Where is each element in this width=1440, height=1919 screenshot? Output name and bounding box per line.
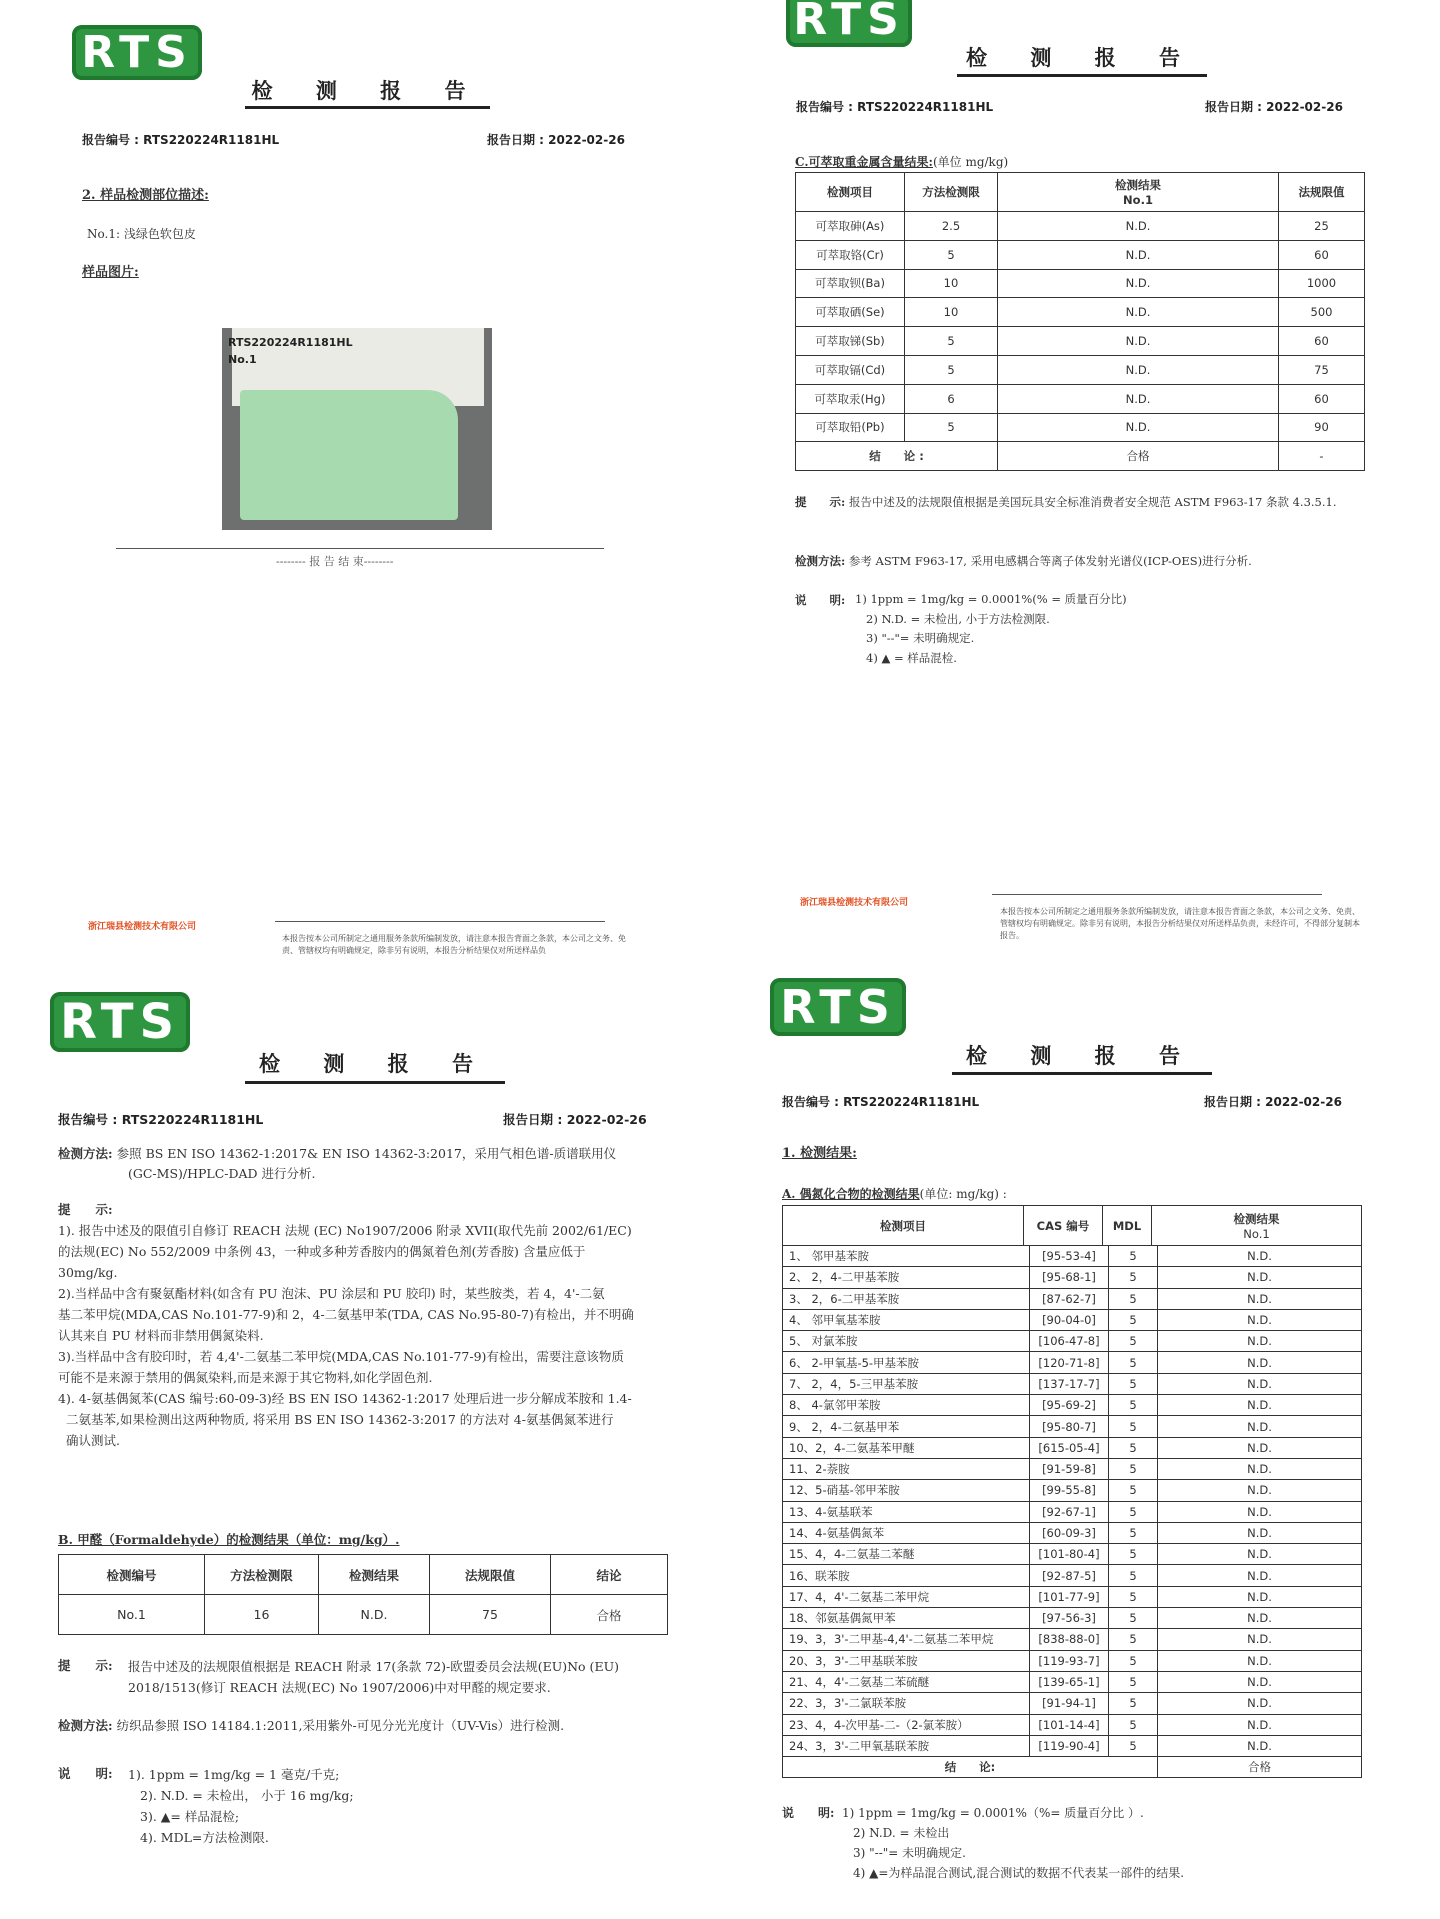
report-date: 报告日期 : 2022-02-26	[503, 1112, 647, 1127]
table-row: 9、 2，4-二氨基甲苯 [95-80-7] 5 N.D.	[783, 1416, 1362, 1437]
company-footer: 浙江瑞县检测技术有限公司	[88, 922, 197, 932]
report-no: 报告编号 : RTS220224R1181HL	[58, 1112, 264, 1127]
notes: 1). 报告中述及的限值引自修订 REACH 法规 (EC) No1907/2006 附录 XVII(取代先前 2002/61/EC) 的法规(EC) No 552/2009 中条例 43，一种或多种芳香胺内的偶氮着色剂(芳香胺) 含量应低于 30mg/kg. 2).当样品中含有聚氨酯材料(如含有 PU 泡沫、PU 涂层和 PU 胶印) 时，某些胺类，若 4，4'-二氨 基二苯甲烷(MDA,CAS No.101-77-9)和 2，4-二氨基甲苯(TDA, CAS No.95-80-7)有检出，并不明确 认其来自 PU 材料而非禁用偶氮染料. 3).当样品中含有胶印时，若 4,4'-二氨基二苯甲烷(MDA,CAS No.101-77-9)有检出，需要注意该物质 可能不是来源于禁用的偶氮染料,而是来源于其它物料,如化学固色剂. 4). 4-氨基偶氮苯(CAS 编号:60-09-3)经 BS EN ISO 14362-1:2017 处理后进一步分解成苯胺和 1.4- 二氨基苯,如果检测出这两种物质, 将采用 BS EN ISO 14362-3:2017 的方法对 4-氨基偶氮苯进行 确认测试.	[58, 1223, 634, 1448]
col-mdl: MDL	[1103, 1206, 1152, 1246]
table-row: 16、联苯胺 [92-87-5] 5 N.D.	[783, 1565, 1362, 1586]
section-heading: 2. 样品检测部位描述:	[82, 188, 209, 203]
col-limit: 法规限值	[430, 1555, 551, 1595]
test-method: 检测方法: 参考 ASTM F963-17, 采用电感耦合等离子体发射光谱仪(ICP-OES)进行分析.	[795, 554, 1252, 568]
page-title: 检 测 报 告	[966, 45, 1198, 70]
explanation: 1) 1ppm = 1mg/kg = 0.0001%(% = 质量百分比) 2) N.D. = 未检出, 小于方法检测限. 3) "--"= 未明确规定. 4) ▲ = 样品混检.	[855, 592, 1127, 665]
section-heading: 1. 检测结果:	[782, 1146, 857, 1161]
footer-note: 本报告按本公司所制定之通用服务条款所编制发放，请注意本报告背面之条款，本公司之文务、免责、管辖权均有明确规定，除非另有说明，本报告分析结果仅对所送样品负	[282, 934, 626, 955]
table-row: 4、 邻甲氧基苯胺 [90-04-0] 5 N.D.	[783, 1309, 1362, 1330]
table-row: 7、 2，4，5-三甲基苯胺 [137-17-7] 5 N.D.	[783, 1373, 1362, 1394]
table-row: 19、3，3'-二甲基-4,4'-二氨基二苯甲烷 [838-88-0] 5 N.D.	[783, 1629, 1362, 1650]
explanation-label: 说 明:	[58, 1766, 113, 1781]
footer-line	[992, 894, 1322, 895]
note2-label: 提 示:	[58, 1658, 113, 1673]
table-row: 3、 2，6-二甲基苯胺 [87-62-7] 5 N.D.	[783, 1288, 1362, 1309]
table-row: 可萃取镉(Cd) 5 N.D. 75	[796, 355, 1365, 384]
page-title: 检 测 报 告	[259, 1051, 491, 1076]
azo-heading: A. 偶氮化合物的检测结果(单位: mg/kg) :	[782, 1187, 1007, 1201]
col-item: 检测项目	[796, 173, 905, 212]
title-underline	[245, 106, 490, 109]
metals-heading: C.可萃取重金属含量结果:(单位 mg/kg)	[795, 155, 1009, 169]
footer-line	[275, 921, 605, 922]
title-underline	[957, 74, 1207, 77]
table-row: 15、4，4-二氨基二苯醚 [101-80-4] 5 N.D.	[783, 1544, 1362, 1565]
table-row: 可萃取铅(Pb) 5 N.D. 90	[796, 413, 1365, 442]
rts-logo: RTS	[786, 0, 912, 47]
note: 提 示: 报告中述及的法规限值根据是美国玩具安全标准消费者安全规范 ASTM F963-17 条款 4.3.5.1.	[795, 495, 1337, 509]
formaldehyde-heading: B. 甲醛（Formaldehyde）的检测结果（单位：mg/kg）.	[58, 1532, 400, 1547]
col-limit: 法规限值	[1279, 173, 1365, 212]
table-row: No.1 16 N.D. 75 合格	[59, 1595, 668, 1635]
col-cas: CAS 编号	[1024, 1206, 1103, 1246]
col-result: 检测结果 No.1	[998, 173, 1279, 212]
table-row: 可萃取硒(Se) 10 N.D. 500	[796, 298, 1365, 327]
report-date: 报告日期 : 2022-02-26	[487, 133, 625, 147]
table-row: 11、2-萘胺 [91-59-8] 5 N.D.	[783, 1458, 1362, 1479]
rts-logo: RTS	[50, 992, 190, 1052]
title-underline	[952, 1072, 1212, 1075]
conclusion-row: 结 论: 合格	[783, 1757, 1362, 1778]
table-row: 24、3，3'-二甲氧基联苯胺 [119-90-4] 5 N.D.	[783, 1735, 1362, 1756]
photo-label: 样品图片:	[82, 265, 139, 280]
table-row: 13、4-氨基联苯 [92-67-1] 5 N.D.	[783, 1501, 1362, 1522]
report-page-1	[0, 0, 720, 955]
sample-description: No.1: 浅绿色软包皮	[87, 227, 196, 241]
col-result: 检测结果	[319, 1555, 430, 1595]
table-row: 可萃取汞(Hg) 6 N.D. 60	[796, 384, 1365, 413]
formaldehyde-table	[58, 1554, 668, 1635]
col-sample: 检测编号	[59, 1555, 205, 1595]
test-method-2: 检测方法: 纺织品参照 ISO 14184.1:2011,采用紫外-可见分光光度计（UV-Vis）进行检测.	[58, 1718, 565, 1733]
table-row: 可萃取砷(As) 2.5 N.D. 25	[796, 212, 1365, 241]
report-page-3	[0, 958, 720, 1919]
report-no: 报告编号 : RTS220224R1181HL	[796, 100, 994, 114]
report-page-2	[720, 0, 1440, 955]
table-row: 可萃取钡(Ba) 10 N.D. 1000	[796, 269, 1365, 298]
col-mdl: 方法检测限	[905, 173, 998, 212]
table-row: 10、2，4-二氨基苯甲醚 [615-05-4] 5 N.D.	[783, 1437, 1362, 1458]
report-no: 报告编号 : RTS220224R1181HL	[82, 133, 280, 147]
explanation-label: 说 明:	[782, 1806, 835, 1820]
table-row: 12、5-硝基-邻甲苯胺 [99-55-8] 5 N.D.	[783, 1480, 1362, 1501]
table-row: 20、3，3'-二甲基联苯胺 [119-93-7] 5 N.D.	[783, 1650, 1362, 1671]
table-row: 5、 对氯苯胺 [106-47-8] 5 N.D.	[783, 1331, 1362, 1352]
report-page-4	[720, 958, 1440, 1919]
table-row: 6、 2-甲氧基-5-甲基苯胺 [120-71-8] 5 N.D.	[783, 1352, 1362, 1373]
explanation: 1). 1ppm = 1mg/kg = 1 毫克/千克; 2). N.D. = 未检出， 小于 16 mg/kg; 3). ▲= 样品混检; 4). MDL=方法检测限.	[128, 1767, 354, 1845]
page-title: 检 测 报 告	[251, 78, 484, 103]
table-row: 22、3，3'-二氯联苯胺 [91-94-1] 5 N.D.	[783, 1693, 1362, 1714]
table-row: 17、4，4'-二氨基二苯甲烷 [101-77-9] 5 N.D.	[783, 1586, 1362, 1607]
end-line	[116, 548, 604, 549]
col-conclusion: 结论	[551, 1555, 668, 1595]
table-row: 可萃取锑(Sb) 5 N.D. 60	[796, 327, 1365, 356]
metals-table	[795, 172, 1365, 471]
azo-table-rows	[782, 1245, 1362, 1778]
col-result: 检测结果 No.1	[1152, 1206, 1362, 1246]
report-date: 报告日期 : 2022-02-26	[1205, 100, 1343, 114]
rts-logo: RTS	[770, 978, 906, 1036]
company-footer: 浙江瑞县检测技术有限公司	[800, 898, 909, 908]
footer-note: 本报告按本公司所制定之通用服务条款所编制发放，请注意本报告背面之条款，本公司之文务、免责、管辖权均有明确规定。除非另有说明，本报告分析结果仅对所送样品负责，未经许可，不得部分复制本报告。	[1000, 907, 1360, 940]
note2: 报告中述及的法规限值根据是 REACH 附录 17(条款 72)-欧盟委员会法规(EU)No (EU) 2018/1513(修订 REACH 法规(EC) No 1907/2006)中对甲醛的规定要求.	[128, 1659, 619, 1695]
table-row: 可萃取铬(Cr) 5 N.D. 60	[796, 240, 1365, 269]
col-item: 检测项目	[783, 1206, 1024, 1246]
page-title: 检 测 报 告	[966, 1043, 1198, 1068]
col-mdl: 方法检测限	[205, 1555, 319, 1595]
table-row: 14、4-氨基偶氮苯 [60-09-3] 5 N.D.	[783, 1522, 1362, 1543]
report-no: 报告编号 : RTS220224R1181HL	[782, 1095, 980, 1109]
explanation: 1) 1ppm = 1mg/kg = 0.0001%（%= 质量百分比 ）. 2) N.D. = 未检出 3) "--"= 未明确规定. 4) ▲=为样品混合测试,混合测试的数据不代表某一部件的结果.	[842, 1806, 1185, 1880]
report-date: 报告日期 : 2022-02-26	[1204, 1095, 1342, 1109]
report-end: -------- 报 告 结 束--------	[276, 555, 394, 568]
test-method: 检测方法: 参照 BS EN ISO 14362-1:2017& EN ISO 14362-3:2017，采用气相色谱-质谱联用仪 (GC-MS)/HPLC-DAD 进行分析.	[58, 1146, 617, 1181]
azo-table	[782, 1205, 1362, 1246]
rts-logo: RTS	[72, 25, 202, 80]
conclusion-row: 结 论 : 合格 -	[796, 442, 1365, 471]
sample-photo: RTS220224R1181HL No.1	[222, 328, 492, 530]
table-row: 8、 4-氯邻甲苯胺 [95-69-2] 5 N.D.	[783, 1395, 1362, 1416]
table-row: 1、 邻甲基苯胺 [95-53-4] 5 N.D.	[783, 1246, 1362, 1267]
table-row: 18、邻氨基偶氮甲苯 [97-56-3] 5 N.D.	[783, 1608, 1362, 1629]
table-row: 21、4，4'-二氨基二苯硫醚 [139-65-1] 5 N.D.	[783, 1671, 1362, 1692]
table-row: 23、4，4-次甲基-二-（2-氯苯胺） [101-14-4] 5 N.D.	[783, 1714, 1362, 1735]
title-underline	[245, 1081, 505, 1084]
explanation-label: 说 明:	[795, 593, 846, 607]
table-row: 2、 2，4-二甲基苯胺 [95-68-1] 5 N.D.	[783, 1267, 1362, 1288]
note-label: 提 示:	[58, 1202, 113, 1217]
